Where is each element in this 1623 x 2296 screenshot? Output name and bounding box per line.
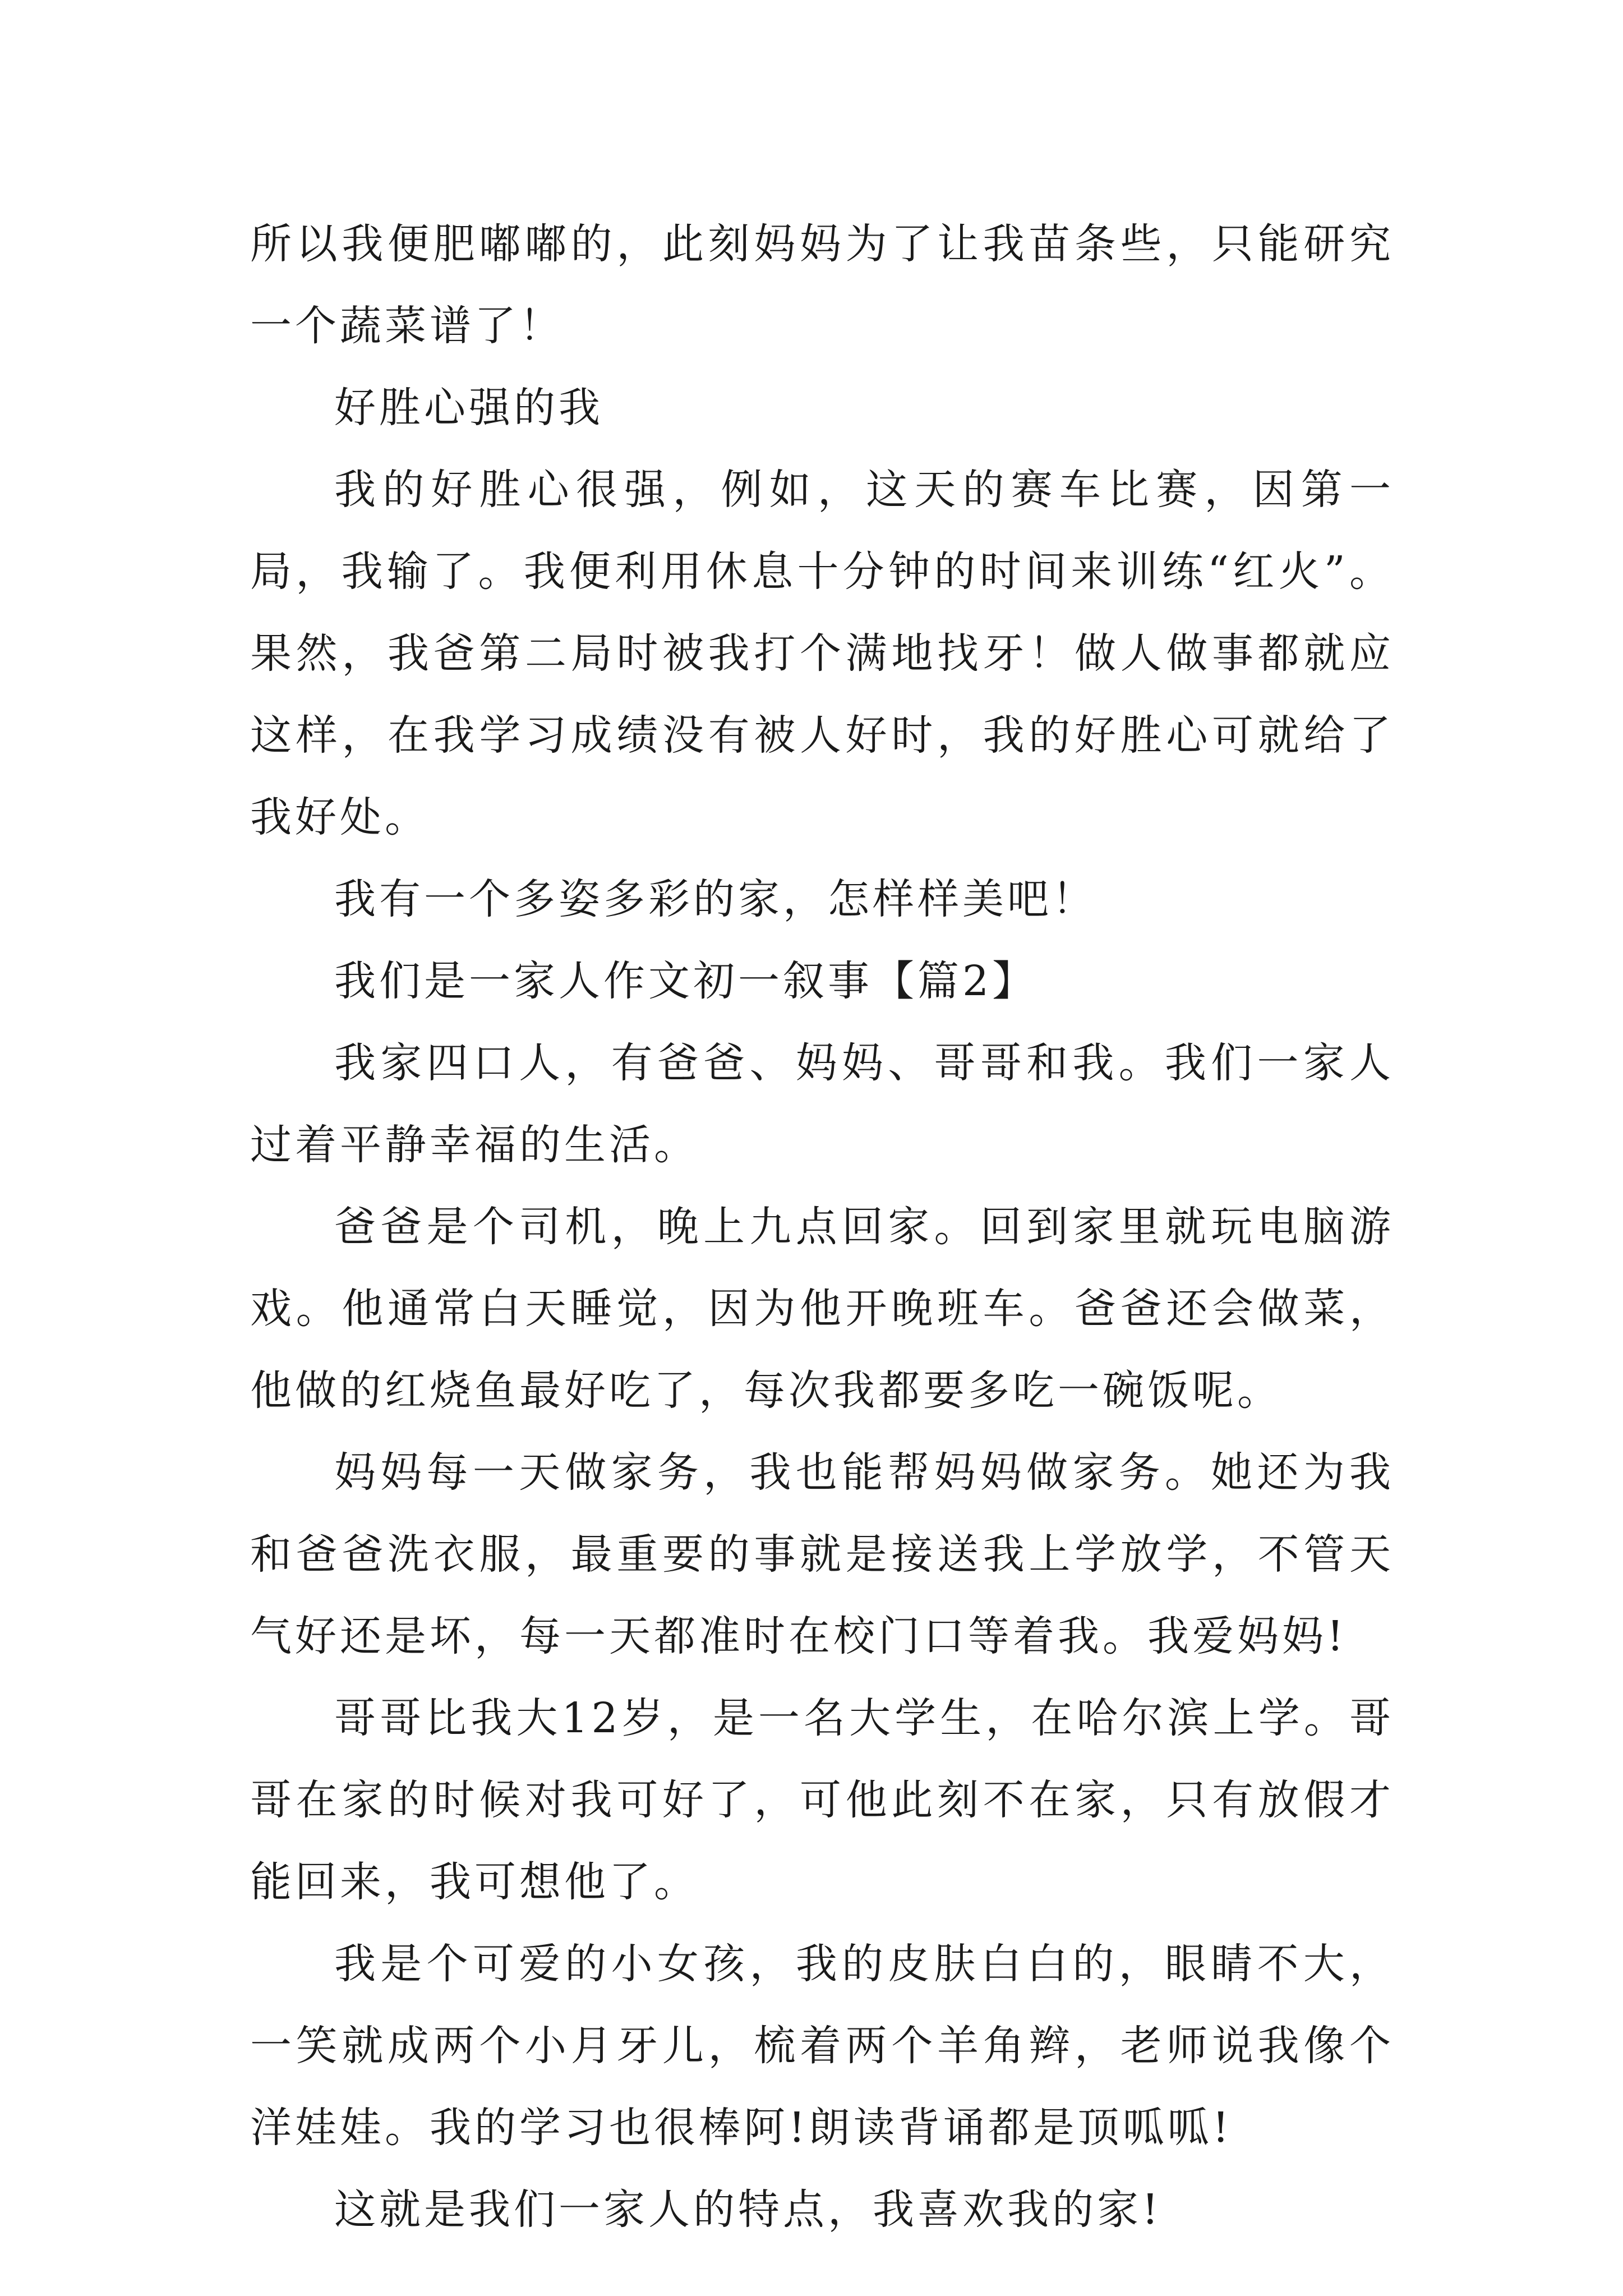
paragraph: 哥哥比我大12岁，是一名大学生，在哈尔滨上学。哥哥在家的时候对我可好了，可他此刻不在家，只有放假才能回来，我可想他了。 [250, 1694, 1394, 1906]
paragraph: 我有一个多姿多彩的家，怎样样美吧！ [334, 875, 1097, 923]
paragraph: 我的好胜心很强，例如，这天的赛车比赛，因第一局，我输了。我便利用休息十分钟的时间来训练“红火”。果然，我爸第二局时被我打个满地找牙！做人做事都就应这样，在我学习成绩没有被人好时，我的好胜心可就给了我好处。 [250, 466, 1394, 841]
paragraph: 我是个可爱的小女孩，我的皮肤白白的，眼睛不大，一笑就成两个小月牙儿，梳着两个羊角辫，老师说我像个洋娃娃。我的学习也很棒阿!朗读背诵都是顶呱呱! [250, 1940, 1394, 2152]
paragraph: 妈妈每一天做家务，我也能帮妈妈做家务。她还为我和爸爸洗衣服，最重要的事就是接送我上学放学，不管天气好还是坏，每一天都准时在校门口等着我。我爱妈妈! [250, 1448, 1394, 1660]
paragraph: 爸爸是个司机，晚上九点回家。回到家里就玩电脑游戏。他通常白天睡觉，因为他开晚班车。爸爸还会做菜，他做的红烧鱼最好吃了，每次我都要多吃一碗饭呢。 [250, 1203, 1394, 1415]
article-title: 我们是一家人作文初一叙事【篇2】 [334, 957, 1038, 1005]
paragraph: 我家四口人，有爸爸、妈妈、哥哥和我。我们一家人过着平静幸福的生活。 [250, 1039, 1394, 1169]
document-page [250, 203, 1394, 2251]
paragraph: 这就是我们一家人的特点，我喜欢我的家! [334, 2185, 1162, 2234]
section-heading: 好胜心强的我 [334, 384, 603, 432]
paragraph-continuation: 所以我便肥嘟嘟的，此刻妈妈为了让我苗条些，只能研究一个蔬菜谱了！ [250, 220, 1394, 350]
